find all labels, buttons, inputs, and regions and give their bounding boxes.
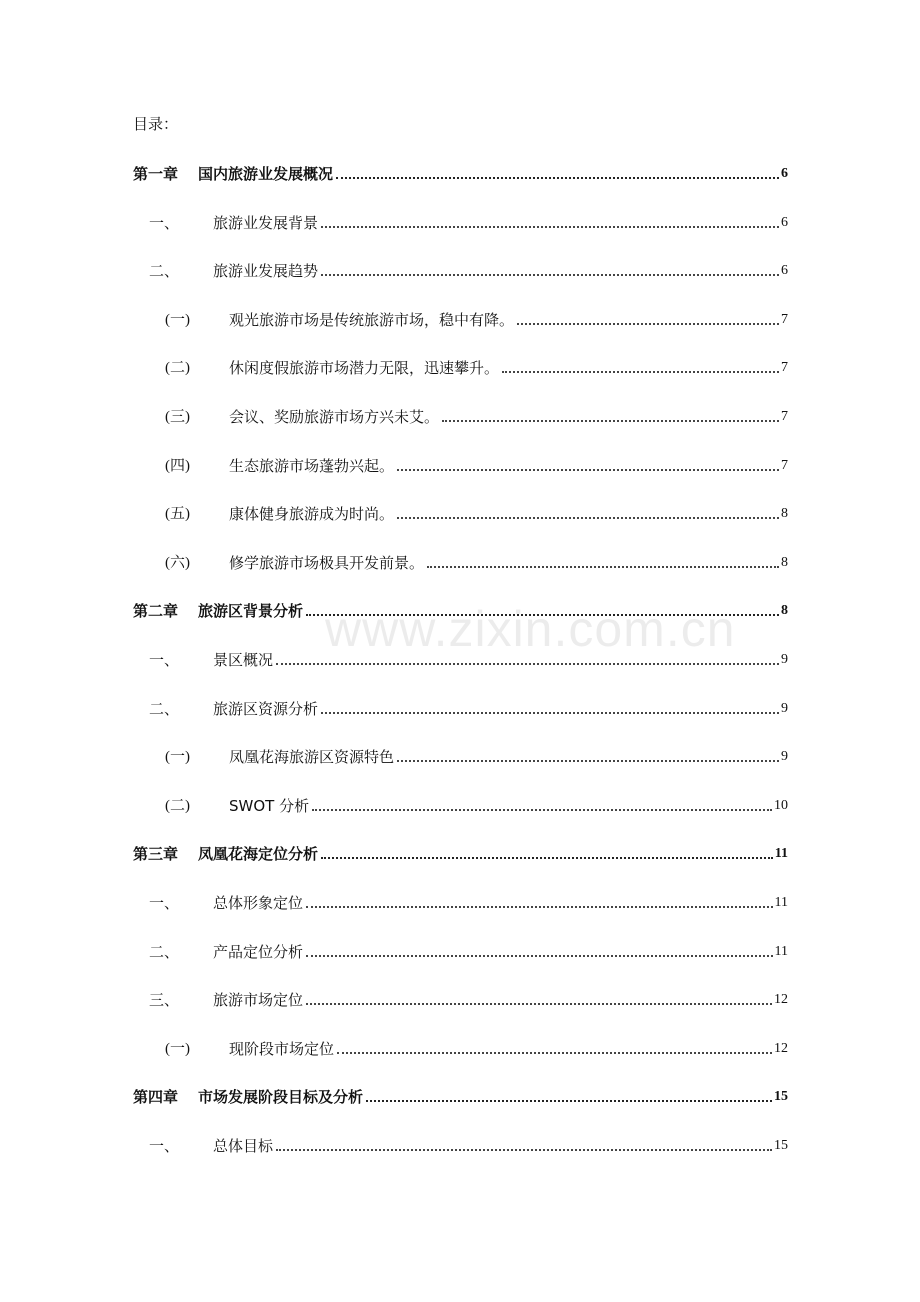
toc-dot-leader [312, 808, 772, 811]
toc-entry-title: 凤凰花海旅游区资源特色 [229, 748, 395, 767]
toc-entry-number: 二、 [149, 942, 180, 961]
toc-entry-title: 旅游业发展背景 [213, 213, 319, 232]
toc-entry[interactable] [149, 1132, 788, 1156]
toc-entry-title: 现阶段市场定位 [229, 1039, 335, 1058]
toc-entry-number: 第四章 [133, 1088, 179, 1107]
toc-entry-title: 总体目标 [213, 1137, 274, 1155]
toc-entry[interactable] [165, 403, 788, 427]
toc-entry-page-number: 8 [781, 603, 788, 619]
toc-entry[interactable] [165, 306, 788, 330]
toc-dot-leader [306, 613, 779, 616]
toc-dot-leader [321, 225, 779, 228]
toc-dot-leader [502, 370, 779, 373]
toc-entry-title: 景区概况 [213, 651, 274, 669]
toc-entry-page-number: 7 [781, 409, 788, 424]
toc-entry-page-number: 8 [781, 554, 788, 570]
toc-entry[interactable] [133, 160, 788, 184]
toc-entry-title: 旅游市场定位 [213, 991, 304, 1010]
toc-entry[interactable] [165, 354, 788, 378]
toc-entry-page-number: 11 [774, 895, 788, 910]
toc-dot-leader [442, 419, 779, 422]
toc-entry[interactable] [149, 889, 788, 913]
toc-entry-page-number: 9 [781, 652, 788, 667]
toc-entry[interactable] [149, 257, 788, 281]
toc-dot-leader [321, 711, 779, 714]
toc-entry-title: 会议、奖励旅游市场方兴未艾。 [229, 408, 440, 426]
toc-entry-page-number: 6 [781, 166, 788, 181]
toc-entry[interactable] [165, 549, 788, 573]
toc-entry-number: 第三章 [133, 845, 179, 864]
toc-entry-title: 旅游区背景分析 [198, 602, 304, 621]
toc-entry-title: 产品定位分析 [213, 942, 304, 961]
toc-entry-page-number: 9 [781, 700, 788, 716]
toc-dot-leader [276, 662, 779, 665]
toc-dot-leader [306, 905, 773, 908]
toc-heading: 目录： [133, 115, 179, 133]
toc-entry[interactable] [149, 986, 788, 1010]
toc-entry-title: 凤凰花海定位分析 [198, 845, 319, 864]
toc-entry[interactable] [149, 938, 788, 962]
toc-dot-leader [427, 565, 779, 568]
toc-dot-leader [336, 176, 779, 179]
toc-entry[interactable] [149, 695, 788, 719]
toc-entry-page-number: 11 [774, 943, 788, 959]
toc-entry-title: 观光旅游市场是传统旅游市场，稳中有降。 [229, 310, 515, 329]
toc-dot-leader [366, 1099, 772, 1102]
toc-entry-page-number: 12 [774, 1040, 788, 1056]
toc-entry-page-number: 7 [781, 457, 788, 473]
toc-dot-leader [397, 468, 779, 471]
toc-entry[interactable] [165, 500, 788, 524]
toc-entry-number: (一) [165, 749, 190, 766]
toc-dot-leader [397, 759, 779, 762]
toc-entry-number: 第二章 [133, 602, 179, 621]
toc-entry-number: 一、 [149, 894, 180, 912]
toc-entry-title: 国内旅游业发展概况 [198, 165, 334, 183]
toc-entry-title: 总体形象定位 [213, 894, 304, 912]
toc-dot-leader [517, 322, 779, 325]
toc-entry-page-number: 6 [781, 214, 788, 230]
toc-entry-number: 一、 [149, 651, 180, 669]
toc-entry-number: (五) [165, 506, 190, 523]
toc-dot-leader [321, 273, 779, 276]
toc-entry-number: 二、 [149, 262, 180, 281]
toc-entry-number: (二) [165, 360, 190, 377]
toc-entry-title: 市场发展阶段目标及分析 [198, 1088, 364, 1107]
toc-entry-number: 一、 [149, 1137, 180, 1155]
toc-entry[interactable] [165, 452, 788, 476]
toc-dot-leader [306, 1002, 772, 1005]
toc-entry-title: 生态旅游市场蓬勃兴起。 [229, 456, 395, 475]
toc-entry[interactable] [133, 840, 788, 864]
toc-entry-title: 休闲度假旅游市场潜力无限，迅速攀升。 [229, 359, 500, 378]
toc-entry-number: (一) [165, 1040, 190, 1057]
toc-dot-leader [306, 954, 773, 957]
toc-entry-page-number: 15 [774, 1089, 788, 1105]
toc-dot-leader [276, 1148, 772, 1151]
toc-entry-page-number: 7 [781, 360, 788, 376]
toc-entry-number: (四) [165, 457, 190, 474]
toc-entry-title: 旅游业发展趋势 [213, 262, 319, 281]
toc-entry[interactable] [165, 1035, 788, 1059]
toc-entry[interactable] [149, 209, 788, 233]
toc-entry-title: SWOT 分析 [229, 796, 310, 815]
toc-entry-page-number: 6 [781, 263, 788, 279]
toc-entry-number: (六) [165, 554, 190, 571]
toc-entry-page-number: 7 [781, 311, 788, 327]
toc-entry-number: (三) [165, 409, 190, 425]
watermark-text: www.zixin.com.cn [325, 601, 736, 657]
toc-entry-title: 旅游区资源分析 [213, 699, 319, 718]
toc-entry-page-number: 10 [774, 797, 788, 813]
toc-entry-page-number: 8 [781, 506, 788, 522]
toc-dot-leader [397, 516, 779, 519]
toc-entry-number: 第一章 [133, 165, 179, 183]
toc-entry-number: 三、 [149, 991, 180, 1010]
toc-dot-leader [337, 1051, 772, 1054]
toc-entry-title: 康体健身旅游成为时尚。 [229, 505, 395, 524]
toc-entry-number: 一、 [149, 213, 180, 232]
toc-entry-number: (二) [165, 797, 190, 814]
toc-entry[interactable] [133, 1083, 788, 1107]
toc-entry-page-number: 11 [774, 846, 788, 862]
toc-entry[interactable] [165, 743, 788, 767]
toc-dot-leader [321, 856, 773, 859]
toc-entry-title: 修学旅游市场极具开发前景。 [229, 553, 425, 572]
toc-entry[interactable] [133, 597, 788, 621]
toc-entry-number: 二、 [149, 699, 180, 718]
toc-entry-page-number: 12 [774, 992, 788, 1008]
toc-entry[interactable] [165, 792, 788, 816]
toc-entry[interactable] [149, 646, 788, 670]
toc-entry-number: (一) [165, 311, 190, 328]
toc-entry-page-number: 9 [781, 749, 788, 765]
toc-entry-page-number: 15 [774, 1138, 788, 1153]
